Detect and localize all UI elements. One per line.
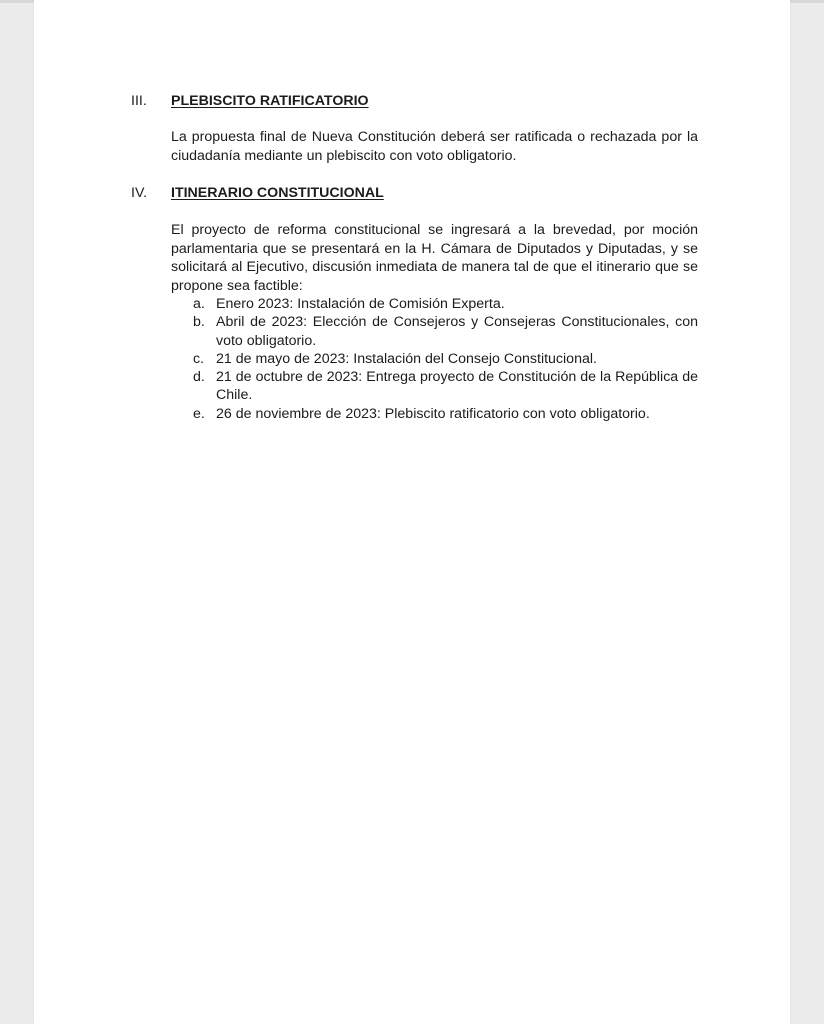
itinerary-list <box>171 295 698 423</box>
section-iv-paragraph: El proyecto de reforma constitucional se ingresará a la brevedad, por moción parlamentaria que se presentará en la H. Cámara de Diputados y Diputadas, y se solicitará al Ejecutivo, discusión inmediata de manera tal de que el itinerario que se propone sea factible: <box>171 222 698 294</box>
list-marker: a. <box>193 296 205 312</box>
list-item <box>171 313 698 350</box>
list-item-text: Abril de 2023: Elección de Consejeros y Consejeras Constitucionales, con voto obligatorio. <box>216 314 698 349</box>
document-page <box>34 0 790 1024</box>
section-title-plebiscito: PLEBISCITO RATIFICATORIO <box>171 93 369 109</box>
list-item-text: 26 de noviembre de 2023: Plebiscito ratificatorio con voto obligatorio. <box>216 405 650 422</box>
list-marker: e. <box>193 405 205 422</box>
list-marker: d. <box>193 369 205 386</box>
list-item-text: 21 de octubre de 2023: Entrega proyecto de Constitución de la República de Chile. <box>216 369 698 404</box>
list-item <box>171 368 698 405</box>
list-item <box>171 295 698 313</box>
section-title-itinerario: ITINERARIO CONSTITUCIONAL <box>171 185 384 201</box>
list-marker: b. <box>193 314 205 331</box>
list-item-text: 21 de mayo de 2023: Instalación del Consejo Constitucional. <box>216 350 597 367</box>
list-marker: c. <box>193 350 205 367</box>
section-iii-paragraph: La propuesta final de Nueva Constitución deberá ser ratificada o rechazada por la ciudadanía mediante un plebiscito con voto obligatorio. <box>171 129 698 164</box>
list-item <box>171 350 698 368</box>
section-number-iii: III. <box>131 93 147 109</box>
list-item-text: Enero 2023: Instalación de Comisión Experta. <box>216 296 505 312</box>
list-item <box>171 405 698 423</box>
section-number-iv: IV. <box>131 185 148 201</box>
